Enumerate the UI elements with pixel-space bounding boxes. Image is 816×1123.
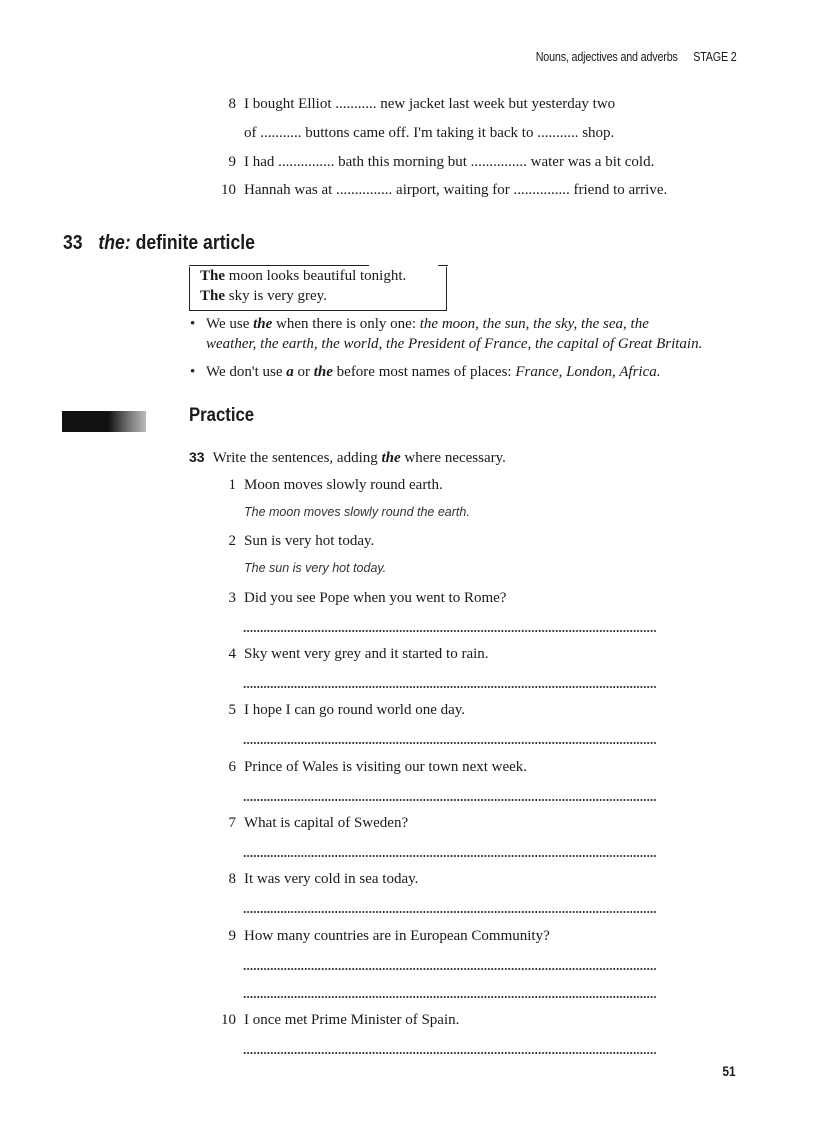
rule-text: We use [206, 316, 254, 332]
answer-line-7[interactable] [243, 855, 656, 857]
rule-text: when there is only one: [272, 316, 420, 332]
answer-line-8[interactable] [243, 911, 656, 913]
practice-item-10 [214, 1012, 459, 1029]
answer-line-5[interactable] [243, 742, 656, 744]
item-text: I bought Elliot ........... new jacket last week but yesterday two [244, 96, 616, 112]
item-text: Moon moves slowly round earth. [244, 477, 443, 493]
rule-examples: weather, the earth, the world, the President of France, the capital of Great Britain. [206, 336, 703, 352]
exercise-number: 33 [189, 449, 205, 465]
item-text: What is capital of Sweden? [244, 815, 409, 831]
practice-marker-bar [62, 411, 146, 432]
practice-item-7 [214, 815, 408, 832]
page-number: 51 [722, 1063, 736, 1079]
section-number: 33 [63, 232, 83, 254]
prev-item-9 [214, 154, 654, 171]
rule-keyword: the [313, 364, 333, 380]
item-number: 2 [228, 533, 236, 549]
practice-item-1 [214, 477, 443, 494]
practice-item-8 [214, 871, 418, 888]
running-header [536, 50, 737, 64]
item-text: Sky went very grey and it started to rain. [244, 646, 489, 662]
example-line-2 [200, 288, 327, 305]
item-text: It was very cold in sea today. [244, 871, 419, 887]
item-text: I hope I can go round world one day. [244, 702, 466, 718]
section-title-italic: the: [98, 232, 131, 254]
item-number: 8 [228, 96, 236, 112]
box-top-edge-right [438, 265, 448, 266]
rule-examples: the moon, the sun, the sky, the sea, the [419, 316, 649, 332]
instruction-text: Write the sentences, adding [212, 450, 382, 466]
item-number: 10 [221, 182, 236, 198]
item-text: I once met Prime Minister of Spain. [244, 1012, 460, 1028]
example-box [189, 267, 447, 311]
item-number: 8 [228, 871, 236, 887]
item-number: 4 [228, 646, 236, 662]
example-text: sky is very grey. [225, 288, 327, 304]
rule-bullet-1-cont [206, 336, 702, 353]
item-number: 5 [228, 702, 236, 718]
item-number: 9 [228, 928, 236, 944]
section-title-rest: definite article [130, 232, 255, 254]
item-text: Hannah was at ............... airport, waiting for ............... friend to arrive. [244, 182, 668, 198]
prev-item-10 [214, 182, 667, 199]
instruction-text: where necessary. [400, 450, 506, 466]
item-text: Prince of Wales is visiting our town next week. [244, 759, 528, 775]
prev-item-8 [214, 96, 615, 113]
rule-keyword: the [253, 316, 273, 332]
example-text: moon looks beautiful tonight. [225, 268, 407, 284]
answer-line-10[interactable] [243, 1052, 656, 1054]
practice-item-5 [214, 702, 465, 719]
practice-item-9 [214, 928, 550, 945]
item-number: 7 [228, 815, 236, 831]
example-answer-1: The moon moves slowly round the earth. [244, 505, 470, 519]
rule-examples: France, London, Africa. [515, 364, 661, 380]
example-line-1 [200, 268, 406, 285]
exercise-instruction [189, 449, 506, 467]
practice-item-4 [214, 646, 489, 663]
item-number: 6 [228, 759, 236, 775]
rule-keyword: a [286, 364, 294, 380]
rule-text: or [293, 364, 314, 380]
item-number: 10 [221, 1012, 236, 1028]
item-number: 1 [228, 477, 236, 493]
answer-line-6[interactable] [243, 799, 656, 801]
practice-item-3 [214, 590, 506, 607]
box-top-edge [189, 265, 369, 266]
practice-item-6 [214, 759, 527, 776]
item-text: How many countries are in European Community? [244, 928, 550, 944]
prev-item-8-cont: of ........... buttons came off. I'm taking it back to ........... shop. [244, 125, 615, 141]
header-title: Nouns, adjectives and adverbs [536, 50, 679, 64]
answer-line-9a[interactable] [243, 968, 656, 970]
rule-text: We don't use [206, 364, 287, 380]
item-text: I had ............... bath this morning but ............... water was a bit cold. [244, 154, 655, 170]
rule-bullet-1 [206, 316, 649, 333]
item-number: 3 [228, 590, 236, 606]
answer-line-9b[interactable] [243, 996, 656, 998]
answer-line-3[interactable] [243, 630, 656, 632]
answer-line-4[interactable] [243, 686, 656, 688]
item-number: 9 [228, 154, 236, 170]
rule-bullet-2 [206, 364, 661, 381]
practice-heading: Practice [189, 405, 255, 426]
rule-text: before most names of places: [332, 364, 516, 380]
instruction-keyword: the [381, 450, 401, 466]
example-answer-2: The sun is very hot today. [244, 561, 387, 575]
header-stage: STAGE 2 [693, 50, 737, 64]
item-text: Sun is very hot today. [244, 533, 375, 549]
item-text: Did you see Pope when you went to Rome? [244, 590, 507, 606]
practice-item-2 [214, 533, 374, 550]
example-bold: The [200, 288, 226, 304]
example-bold: The [200, 268, 226, 284]
section-title [63, 232, 255, 255]
